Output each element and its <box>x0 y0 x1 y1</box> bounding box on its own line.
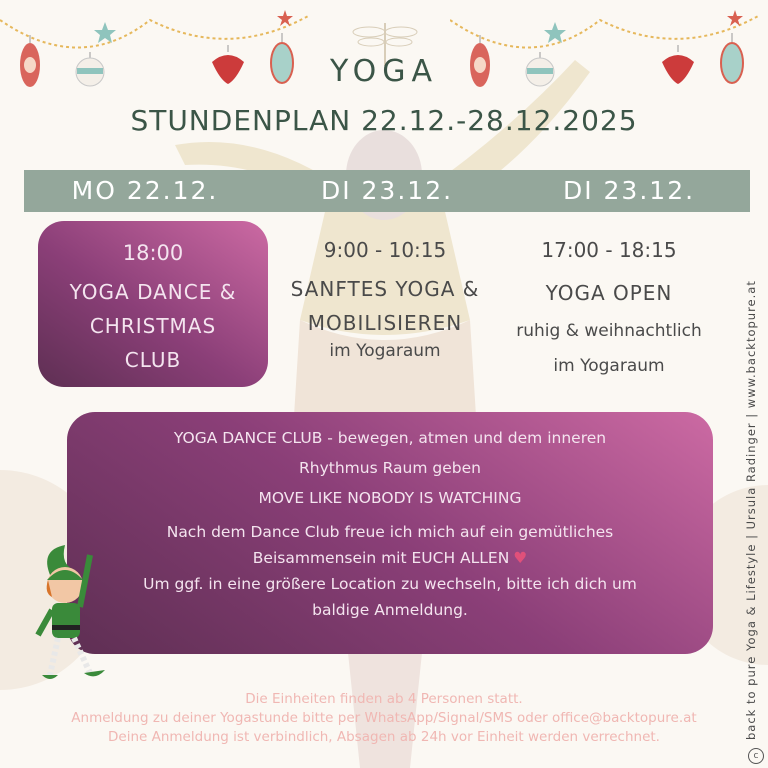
class-name <box>275 272 495 340</box>
heart-icon: ♥ <box>513 549 528 567</box>
class-name-line: CHRISTMAS <box>89 314 217 338</box>
star-icon <box>94 22 116 43</box>
info-text: baldige Anmeldung. <box>312 601 468 619</box>
star-icon <box>544 22 566 43</box>
footer-notes <box>0 690 768 747</box>
info-text: Nach dem Dance Club freue ich mich auf ein gemütliches <box>166 523 614 541</box>
info-text: YOGA DANCE CLUB - bewegen, atmen und dem inneren <box>173 429 607 447</box>
info-text-line <box>67 545 713 571</box>
elf-illustration <box>20 545 130 690</box>
footer-line: Deine Anmeldung ist verbindlich, Absagen ab 24h vor Einheit werden verrechnet. <box>108 729 660 745</box>
day-header-bar <box>24 170 750 212</box>
class-location: im Yogaraum <box>329 341 441 361</box>
class-name-line: MOBILISIEREN <box>307 311 463 335</box>
class-name-line: CLUB <box>124 348 182 372</box>
schedule-subtitle: STUNDENPLAN 22.12.-28.12.2025 <box>130 104 638 137</box>
class-name-line: YOGA DANCE & <box>69 280 237 304</box>
footer-line: Die Einheiten finden ab 4 Personen statt. <box>245 691 523 707</box>
side-credit-text: back to pure Yoga & Lifestyle | Ursula Radinger | www.backtopure.at <box>744 280 758 740</box>
day-label: DI 23.12. <box>562 176 696 205</box>
info-text: Rhythmus Raum geben <box>299 459 481 477</box>
day-label: DI 23.12. <box>320 176 454 205</box>
class-description: ruhig & weihnachtlich <box>516 321 702 341</box>
info-text: Beisammensein mit EUCH ALLEN <box>252 549 510 567</box>
class-time: 9:00 - 10:15 <box>323 238 447 262</box>
class-time: 17:00 - 18:15 <box>541 238 677 262</box>
class-time: 18:00 <box>122 241 184 265</box>
class-name <box>38 275 268 377</box>
copyright-icon: c <box>748 748 764 764</box>
class-column-tuesday-morning <box>275 238 495 362</box>
info-text: Um ggf. in eine größere Location zu wechseln, bitte ich dich um <box>143 575 637 593</box>
class-name: YOGA OPEN <box>545 281 673 305</box>
class-location: im Yogaraum <box>553 356 665 376</box>
page-title: YOGA <box>329 54 439 89</box>
info-text: MOVE LIKE NOBODY IS WATCHING <box>258 489 522 507</box>
class-name-line: SANFTES YOGA & <box>290 277 480 301</box>
day-label: MO 22.12. <box>71 176 219 205</box>
info-box <box>67 412 713 654</box>
class-card-highlight <box>38 221 268 387</box>
class-column-tuesday-evening <box>498 238 720 384</box>
footer-line: Anmeldung zu deiner Yogastunde bitte per WhatsApp/Signal/SMS oder office@backtopure.at <box>71 710 697 726</box>
